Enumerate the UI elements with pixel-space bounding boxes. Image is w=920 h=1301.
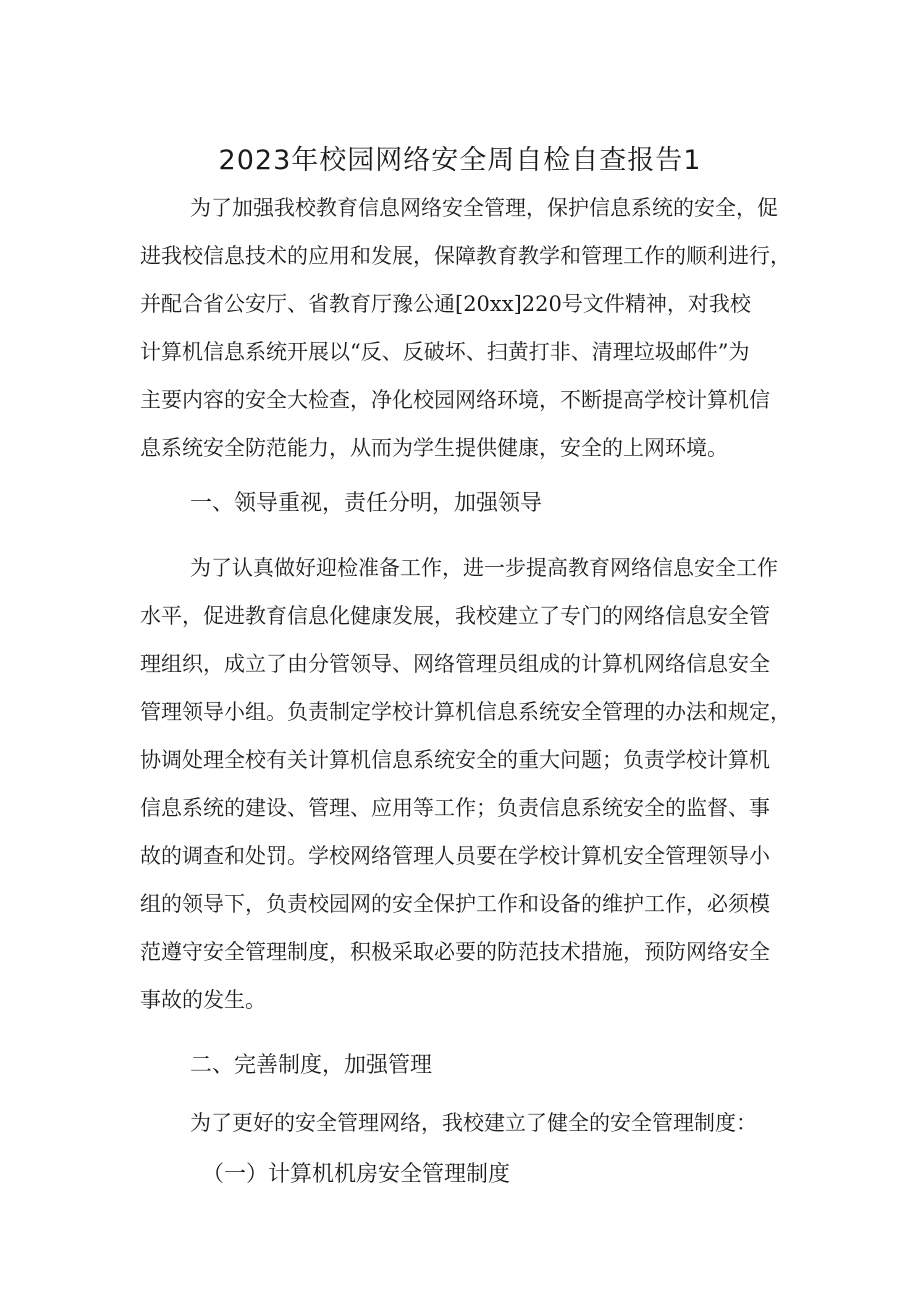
paragraph-2-line-3: 理组织，成立了由分管领导、网络管理员组成的计算机网络信息安全 [140,652,770,676]
paragraph-2-line-6: 信息系统的建设、管理、应用等工作；负责信息系统安全的监督、事 [140,796,770,820]
paragraph-3-line-1: 为了更好的安全管理网络，我校建立了健全的安全管理制度： [190,1111,757,1135]
paragraph-2-line-10: 事故的发生。 [140,988,266,1012]
paragraph-1-line-3: 并配合省公安厅、省教育厅豫公通[20xx]220号文件精神，对我校 [140,292,751,316]
paragraph-2-line-2: 水平，促进教育信息化健康发展，我校建立了专门的网络信息安全管 [140,604,770,628]
paragraph-2-line-4: 管理领导小组。负责制定学校计算机信息系统安全管理的办法和规定， [140,700,791,724]
paragraph-2-line-9: 范遵守安全管理制度，积极采取必要的防范技术措施，预防网络安全 [140,940,770,964]
section-2-heading: 二、完善制度，加强管理 [190,1053,433,1078]
paragraph-2-line-5: 协调处理全校有关计算机信息系统安全的重大问题；负责学校计算机 [140,748,770,772]
paragraph-2-line-8: 组的领导下，负责校园网的安全保护工作和设备的维护工作，必须模 [140,892,770,916]
subsection-1-heading: （一）计算机机房安全管理制度 [202,1162,511,1187]
paragraph-1-line-4: 计算机信息系统开展以“反、反破坏、扫黄打非、清理垃圾邮件”为 [140,340,750,364]
paragraph-1-line-2: 进我校信息技术的应用和发展，保障教育教学和管理工作的顺利进行， [140,244,791,268]
document-title: 2023年校园网络安全周自检自查报告1 [218,145,702,176]
section-1-heading: 一、领导重视，责任分明，加强领导 [190,491,543,516]
paragraph-2-line-7: 故的调查和处罚。学校网络管理人员要在学校计算机安全管理领导小 [140,844,770,868]
paragraph-1-line-1: 为了加强我校教育信息网络安全管理，保护信息系统的安全，促 [190,196,778,220]
paragraph-2-line-1: 为了认真做好迎检准备工作，进一步提高教育网络信息安全工作 [190,556,778,580]
paragraph-1-line-5: 主要内容的安全大检查，净化校园网络环境，不断提高学校计算机信 [140,388,770,412]
paragraph-1-line-6: 息系统安全防范能力，从而为学生提供健康，安全的上网环境。 [140,436,728,460]
